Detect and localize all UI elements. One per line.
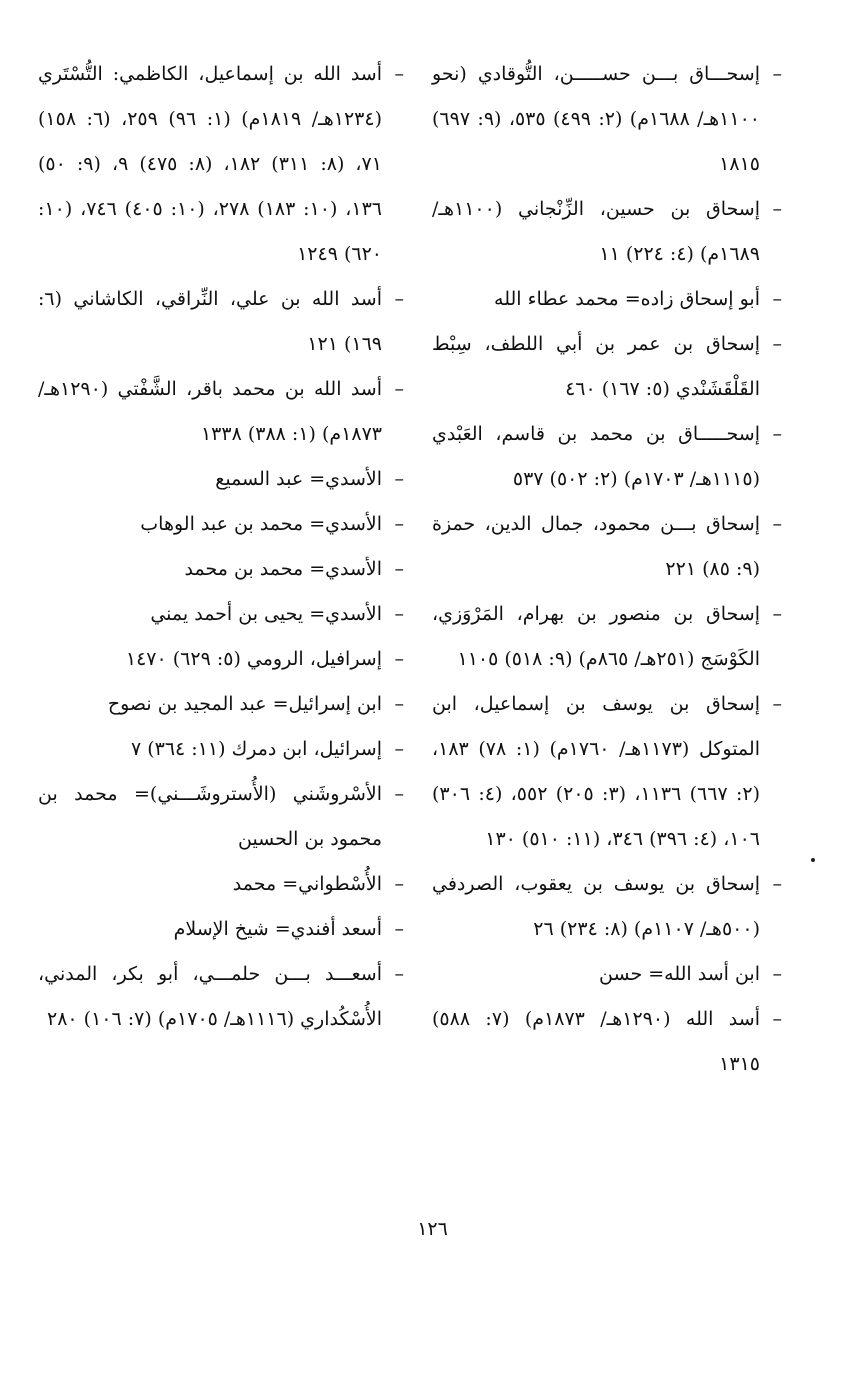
entry-text: الأسدي= محمد بن عبد الوهاب [140, 513, 382, 535]
entry-text: أسد الله بن علي، النِّراقي، الكاشاني (٦: ١٦٩) ١٢١ [38, 288, 382, 355]
index-entry [38, 682, 404, 727]
entry-dash: – [394, 468, 404, 490]
entry-text: إسحاق بن عمر بن أبي اللطف، سِبْط القَلْقَشَنْدي (٥: ١٦٧) ٤٦٠ [432, 333, 760, 400]
entry-dash: – [394, 963, 404, 985]
index-entry [38, 907, 404, 952]
entry-dash: – [394, 783, 404, 805]
entry-text: ابن إسرائيل= عبد المجيد بن نصوح [107, 693, 382, 715]
index-entry [432, 952, 782, 997]
index-entry [432, 412, 782, 502]
entry-dash: – [394, 288, 404, 310]
entry-dash: – [394, 603, 404, 625]
index-entry [38, 547, 404, 592]
entry-text: إسرائيل، ابن دمرك (١١: ٣٦٤) ٧ [130, 738, 382, 760]
entry-text: إسحاق بن منصور بن بهرام، المَرْوَزي، الكَوْسَج (٢٥١هـ/ ٨٦٥م) (٩: ٥١٨) ١١٠٥ [432, 603, 760, 670]
index-entry [38, 277, 404, 367]
entry-dash: – [772, 963, 782, 985]
entry-text: إسحاق بن يوسف بن إسماعيل، ابن المتوكل (١١٧٣هـ/ ١٧٦٠م) (١: ٧٨) ١٨٣، (٢: ٦٦٧) ١١٣٦، (٣: ٢٠٥) ٥٥٢، (٤: ٣٠٦) ١٠٦، (٤: ٣٩٦) ٣٤٦، (١١: ٥١٠) ١٣٠ [432, 693, 760, 850]
index-entry [38, 637, 404, 682]
index-entry [38, 952, 404, 1042]
index-entry [38, 367, 404, 457]
entry-text: أسد الله (١٢٩٠هـ/ ١٨٧٣م) (٧: ٥٨٨) ١٣١٥ [432, 1008, 760, 1075]
entry-dash: – [394, 63, 404, 85]
index-entry [432, 322, 782, 412]
entry-text: إسحاق بن حسين، الزِّنْجاني (١١٠٠هـ/ ١٦٨٩م) (٤: ٢٢٤) ١١ [432, 198, 760, 265]
entry-text: إسحاق بـــن محمود، جمال الدين، حمزة (٩: ٨٥) ٢٢١ [432, 513, 760, 580]
entry-dash: – [772, 333, 782, 355]
index-entry [432, 592, 782, 682]
entry-dash: – [772, 423, 782, 445]
stray-dot-mark [811, 858, 815, 862]
index-entry [432, 277, 782, 322]
index-entry [38, 772, 404, 862]
entry-text: إسحاق بن يوسف بن يعقوب، الصردفي (٥٠٠هـ/ ١١٠٧م) (٨: ٢٣٤) ٢٦ [432, 873, 760, 940]
entry-text: الأسْروشَني (الأُستروشَـــني)= محمد بن محمود بن الحسين [38, 783, 382, 850]
index-entry [432, 502, 782, 592]
entry-dash: – [394, 648, 404, 670]
index-entry [38, 592, 404, 637]
entry-text: الأسدي= يحيى بن أحمد يمني [150, 603, 382, 625]
index-entry [38, 502, 404, 547]
index-entry [432, 52, 782, 187]
entry-text: أسد الله بن إسماعيل، الكاظمي: التُّسْتَري (١٢٣٤هـ/ ١٨١٩م) (١: ٩٦) ٢٥٩، (٦: ١٥٨) ٧١، (٨: ٣١١) ١٨٢، (٨: ٤٧٥) ٩، (٩: ٥٠) ١٣٦، (١٠: ١٨٣) ٢٧٨، (١٠: ٤٠٥) ٧٤٦، (١٠: ٦٢٠) ١٢٤٩ [38, 63, 382, 265]
index-entry [38, 52, 404, 277]
index-entry [432, 682, 782, 862]
entry-text: الأسدي= عبد السميع [215, 468, 382, 490]
index-entry [38, 727, 404, 772]
index-entry [38, 457, 404, 502]
entry-dash: – [772, 603, 782, 625]
entry-dash: – [772, 198, 782, 220]
entry-dash: – [772, 873, 782, 895]
entry-dash: – [772, 513, 782, 535]
entry-dash: – [394, 558, 404, 580]
index-entry [38, 862, 404, 907]
entry-dash: – [394, 378, 404, 400]
entry-text: الأُسْطواني= محمد [232, 873, 382, 895]
entry-text: ابن أسد الله= حسن [599, 963, 760, 985]
entry-dash: – [772, 1008, 782, 1030]
entry-text: أسعد أفندي= شيخ الإسلام [173, 918, 382, 940]
entry-dash: – [772, 693, 782, 715]
index-entry [432, 997, 782, 1087]
entry-text: أسعـــد بـــن حلمـــي، أبو بكر، المدني، الأُسْكُداري (١١١٦هـ/ ١٧٠٥م) (٧: ١٠٦) ٢٨٠ [38, 963, 382, 1030]
page-number: ١٢٦ [417, 1218, 448, 1240]
entry-dash: – [772, 63, 782, 85]
index-entry [432, 187, 782, 277]
index-column-right [432, 52, 782, 1087]
entry-dash: – [394, 873, 404, 895]
entry-text: إسحـــــاق بن محمد بن قاسم، العَبْدي (١١١٥هـ/ ١٧٠٣م) (٢: ٥٠٢) ٥٣٧ [432, 423, 760, 490]
index-column-left [38, 52, 404, 1042]
entry-dash: – [394, 693, 404, 715]
entry-text: الأسدي= محمد بن محمد [184, 558, 382, 580]
entry-text: إسحـــاق بـــن حســـــن، التُّوقادي (نحو ١١٠٠هـ/ ١٦٨٨م) (٢: ٤٩٩) ٥٣٥، (٩: ٦٩٧) ١٨١٥ [432, 63, 760, 175]
entry-text: أسد الله بن محمد باقر، الشَّفْتي (١٢٩٠هـ/ ١٨٧٣م) (١: ٣٨٨) ١٣٣٨ [38, 378, 382, 445]
entry-text: إسرافيل، الرومي (٥: ٦٢٩) ١٤٧٠ [125, 648, 382, 670]
entry-dash: – [394, 738, 404, 760]
entry-dash: – [394, 513, 404, 535]
entry-dash: – [772, 288, 782, 310]
entry-dash: – [394, 918, 404, 940]
entry-text: أبو إسحاق زاده= محمد عطاء الله [494, 288, 760, 310]
index-entry [432, 862, 782, 952]
